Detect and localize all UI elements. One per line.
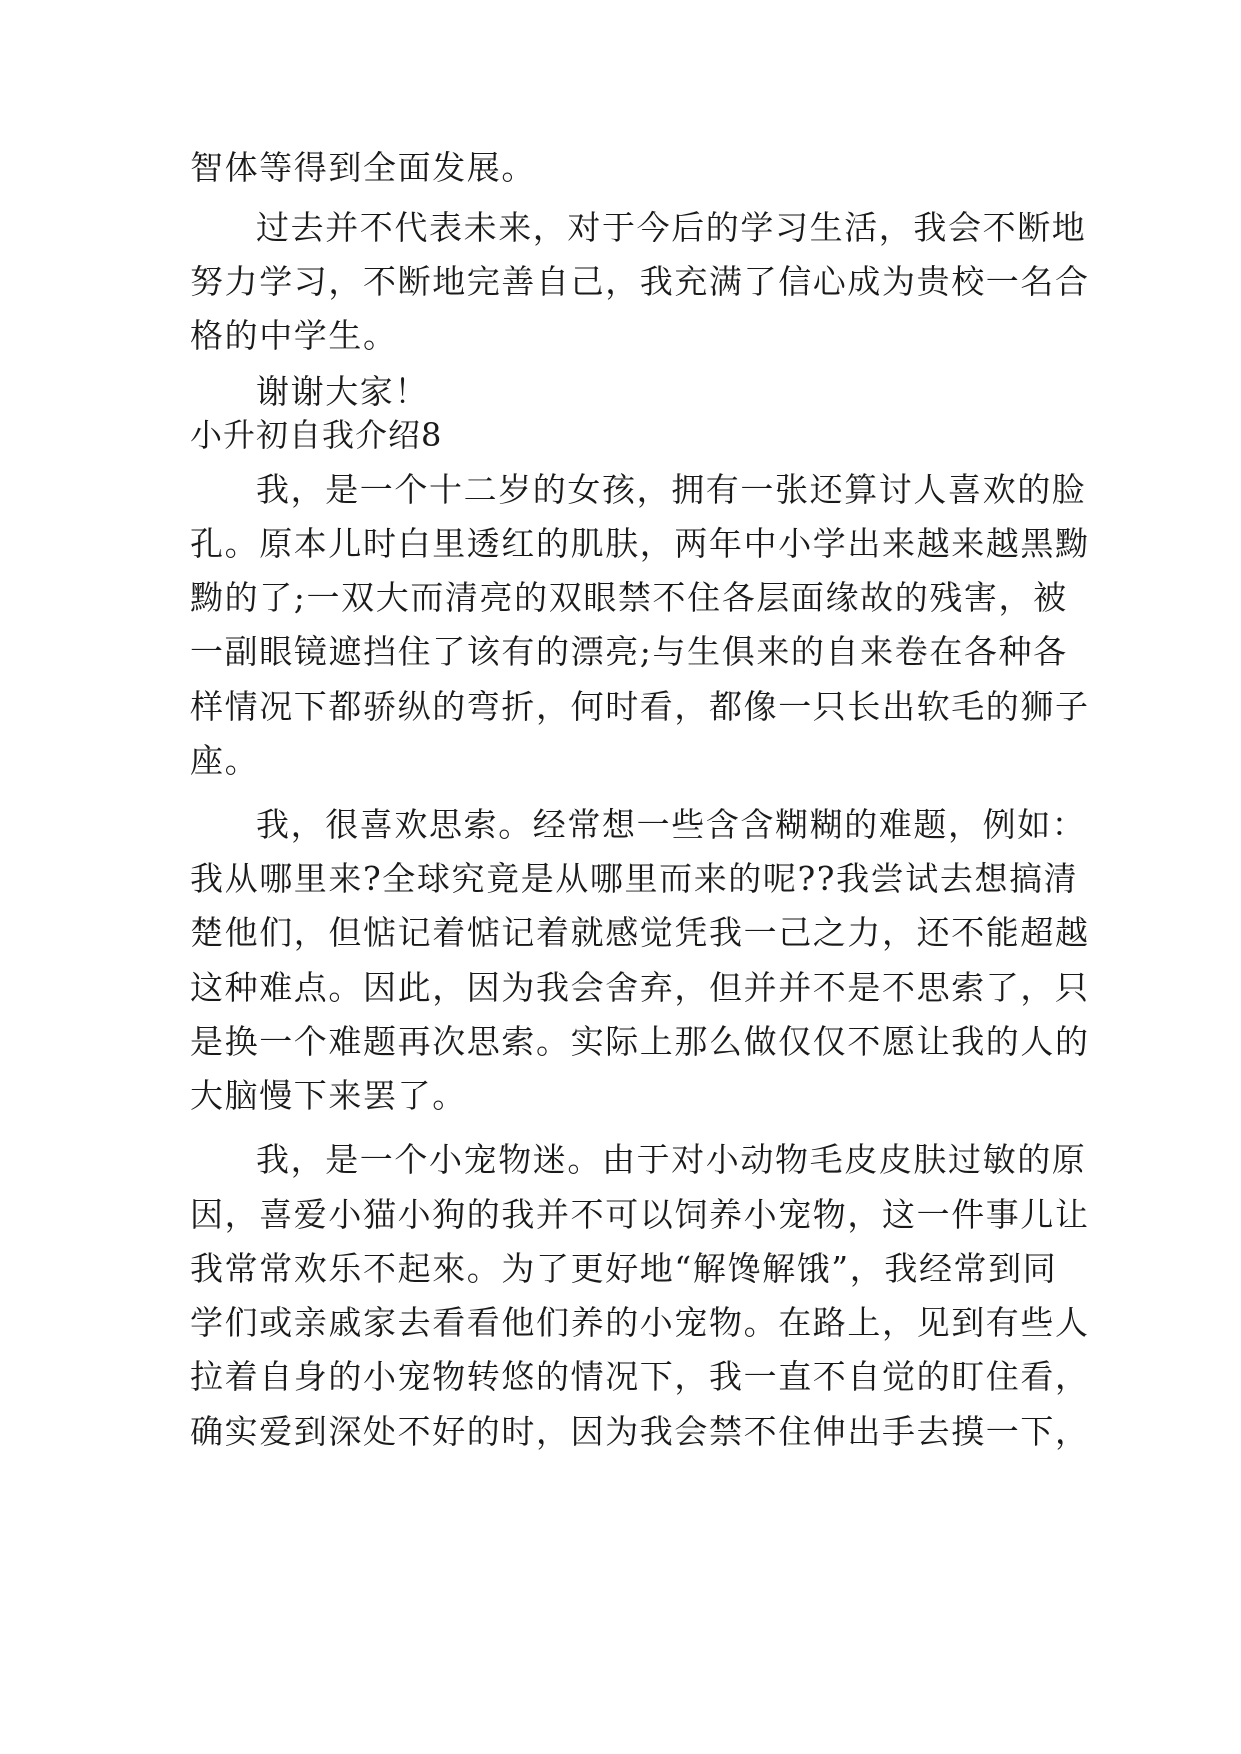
paragraph-line: 因，喜爱小猫小狗的我并不可以饲养小宠物，这一件事儿让 <box>190 1195 1090 1234</box>
paragraph-line: 智体等得到全面发展。 <box>190 148 536 187</box>
paragraph-line: 努力学习，不断地完善自己，我充满了信心成为贵校一名合 <box>190 262 1090 301</box>
paragraph-line: 过去并不代表未来，对于今后的学习生活，我会不断地 <box>256 208 1087 247</box>
paragraph-line: 拉着自身的小宠物转悠的情况下，我一直不自觉的盯住看， <box>190 1357 1090 1396</box>
paragraph-line: 一副眼镜遮挡住了该有的漂亮;与生俱来的自来卷在各种各 <box>190 632 1068 671</box>
paragraph-line: 座。 <box>190 741 260 780</box>
paragraph-line: 确实爱到深处不好的时，因为我会禁不住伸出手去摸一下， <box>190 1412 1090 1451</box>
paragraph-line: 学们或亲戚家去看看他们养的小宠物。在路上，见到有些人 <box>190 1303 1090 1342</box>
paragraph-line: 这种难点。因此，因为我会舍弃，但并并不是不思索了，只 <box>190 968 1090 1007</box>
paragraph-line: 格的中学生。 <box>190 316 398 355</box>
paragraph-line: 我，是一个十二岁的女孩，拥有一张还算讨人喜欢的脸 <box>256 470 1087 509</box>
paragraph-line: 我常常欢乐不起來。为了更好地“解馋解饿”，我经常到同 <box>190 1249 1058 1288</box>
paragraph-line: 是换一个难题再次思索。实际上那么做仅仅不愿让我的人的 <box>190 1022 1090 1061</box>
paragraph-line: 楚他们，但惦记着惦记着就感觉凭我一己之力，还不能超越 <box>190 913 1090 952</box>
paragraph-line: 黝的了;一双大而清亮的双眼禁不住各层面缘故的残害，被 <box>190 578 1068 617</box>
paragraph-line: 我从哪里来?全球究竟是从哪里而来的呢??我尝试去想搞清 <box>190 859 1079 898</box>
paragraph-line: 样情况下都骄纵的弯折，何时看，都像一只长出软毛的狮子 <box>190 687 1090 726</box>
paragraph-line: 我，是一个小宠物迷。由于对小动物毛皮皮肤过敏的原 <box>256 1140 1087 1179</box>
paragraph-line: 孔。原本儿时白里透红的肌肤，两年中小学出来越来越黑黝 <box>190 524 1090 563</box>
section-heading: 小升初自我介绍8 <box>190 416 443 454</box>
paragraph-line: 大脑慢下来罢了。 <box>190 1076 467 1115</box>
paragraph-line: 谢谢大家！ <box>256 372 429 411</box>
paragraph-line: 我，很喜欢思索。经常想一些含含糊糊的难题，例如： <box>256 805 1087 844</box>
